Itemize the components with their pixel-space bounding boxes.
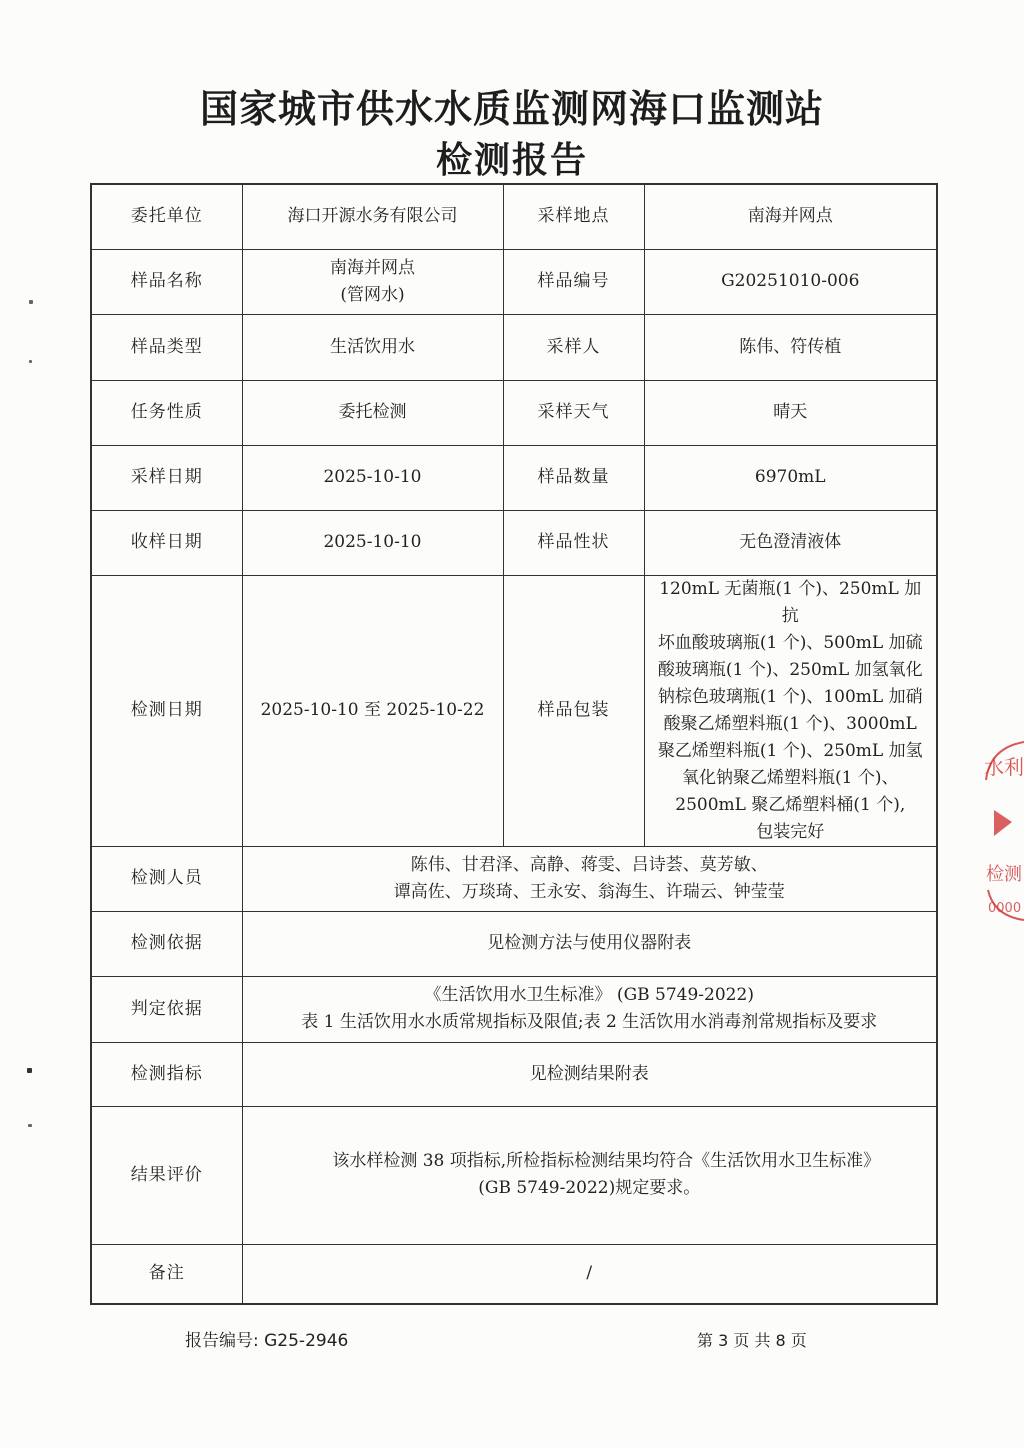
receive-date-value: 2025-10-10 (242, 510, 503, 575)
stamp-text-top: 水利 (984, 755, 1024, 779)
staff-line: 陈伟、甘君泽、高静、蒋雯、吕诗荟、莫芳敏、 (410, 854, 768, 875)
staff-label: 检测人员 (91, 846, 242, 911)
name-value (242, 249, 503, 314)
task-label: 任务性质 (91, 380, 242, 445)
sample-date-value: 2025-10-10 (242, 445, 503, 510)
staff-value (242, 846, 937, 911)
quantity-label: 样品数量 (503, 445, 644, 510)
packaging-line: 酸聚乙烯塑料瓶(1 个)、3000mL (663, 713, 917, 734)
remark-label: 备注 (91, 1244, 242, 1304)
scan-speck (29, 300, 33, 304)
id-label: 样品编号 (503, 249, 644, 314)
client-label: 委托单位 (91, 184, 242, 249)
report-subtitle: 检测报告 (435, 140, 588, 181)
scan-speck (27, 1068, 32, 1073)
report-title: 国家城市供水水质监测网海口监测站 (199, 87, 824, 131)
weather-value: 晴天 (644, 380, 937, 445)
basis-value: 见检测方法与使用仪器附表 (242, 911, 937, 976)
table-row (91, 911, 937, 976)
basis-label: 检测依据 (91, 911, 242, 976)
result-line-text: 该水样检测 38 项指标,所检指标检测结果均符合《生活饮用水卫生标准》 (332, 1151, 881, 1171)
table-row (91, 1106, 937, 1244)
table-row (91, 510, 937, 575)
table-row (91, 846, 937, 911)
state-label: 样品性状 (503, 510, 644, 575)
stamp-graphic (980, 740, 1024, 930)
site-value: 南海并网点 (644, 184, 937, 249)
id-value: G20251010-006 (644, 249, 937, 314)
judge-line: 表 1 生活饮用水水质常规指标及限值;表 2 生活饮用水消毒剂常规指标及要求 (301, 1012, 878, 1032)
report-table (90, 183, 938, 1305)
table-row (91, 380, 937, 445)
packaging-line: 包装完好 (756, 821, 825, 842)
packaging-value (644, 575, 937, 846)
test-date-label: 检测日期 (91, 575, 242, 846)
packaging-line: 2500mL 聚乙烯塑料桶(1 个), (675, 794, 906, 815)
report-number: 报告编号: G25-2946 (185, 1331, 349, 1351)
receive-date-label: 收样日期 (91, 510, 242, 575)
table-row (91, 575, 937, 846)
official-stamp (980, 740, 1024, 930)
stamp-text-bottom: 0000 (988, 901, 1022, 916)
table-row (91, 976, 937, 1042)
table-row (91, 184, 937, 249)
client-value: 海口开源水务有限公司 (242, 184, 503, 249)
judge-label: 判定依据 (91, 976, 242, 1042)
quantity-value: 6970mL (644, 445, 937, 510)
page-indicator: 第 3 页 共 8 页 (697, 1331, 807, 1350)
judge-line: 《生活饮用水卫生标准》 (GB 5749-2022) (424, 985, 754, 1005)
sample-date-label: 采样日期 (91, 445, 242, 510)
name-label: 样品名称 (91, 249, 242, 314)
index-label: 检测指标 (91, 1042, 242, 1106)
packaging-line: 钠棕色玻璃瓶(1 个)、100mL 加硝 (657, 686, 923, 707)
name-value-line: (管网水) (340, 284, 405, 305)
test-date-value: 2025-10-10 至 2025-10-22 (242, 575, 503, 846)
index-value: 见检测结果附表 (242, 1042, 937, 1106)
packaging-line: 氧化钠聚乙烯塑料瓶(1 个)、 (682, 767, 899, 788)
packaging-label: 样品包装 (503, 575, 644, 846)
state-value: 无色澄清液体 (644, 510, 937, 575)
scan-speck (29, 360, 32, 363)
packaging-line: 酸玻璃瓶(1 个)、250mL 加氢氧化 (657, 659, 923, 680)
table-row (91, 1244, 937, 1304)
result-line: (GB 5749-2022)规定要求。 (478, 1178, 701, 1198)
type-value: 生活饮用水 (242, 314, 503, 380)
sampler-value: 陈伟、符传植 (644, 314, 937, 380)
type-label: 样品类型 (91, 314, 242, 380)
result-line (251, 1148, 929, 1175)
result-label: 结果评价 (91, 1106, 242, 1244)
table-row (91, 314, 937, 380)
site-label: 采样地点 (503, 184, 644, 249)
remark-value: / (242, 1244, 937, 1304)
stamp-text-mid: 检测 (986, 864, 1022, 885)
name-value-line: 南海并网点 (330, 257, 415, 278)
weather-label: 采样天气 (503, 380, 644, 445)
table-row (91, 249, 937, 314)
judge-value (242, 976, 937, 1042)
packaging-line: 坏血酸玻璃瓶(1 个)、500mL 加硫 (657, 632, 923, 653)
packaging-line: 聚乙烯塑料瓶(1 个)、250mL 加氢 (657, 740, 923, 761)
packaging-line: 120mL 无菌瓶(1 个)、250mL 加抗 (659, 578, 922, 626)
sampler-label: 采样人 (503, 314, 644, 380)
table-row (91, 1042, 937, 1106)
table-row (91, 445, 937, 510)
staff-line: 谭高佐、万琰琦、王永安、翁海生、许瑞云、钟莹莹 (393, 881, 785, 902)
scan-speck (28, 1124, 32, 1127)
result-value (242, 1106, 937, 1244)
task-value: 委托检测 (242, 380, 503, 445)
